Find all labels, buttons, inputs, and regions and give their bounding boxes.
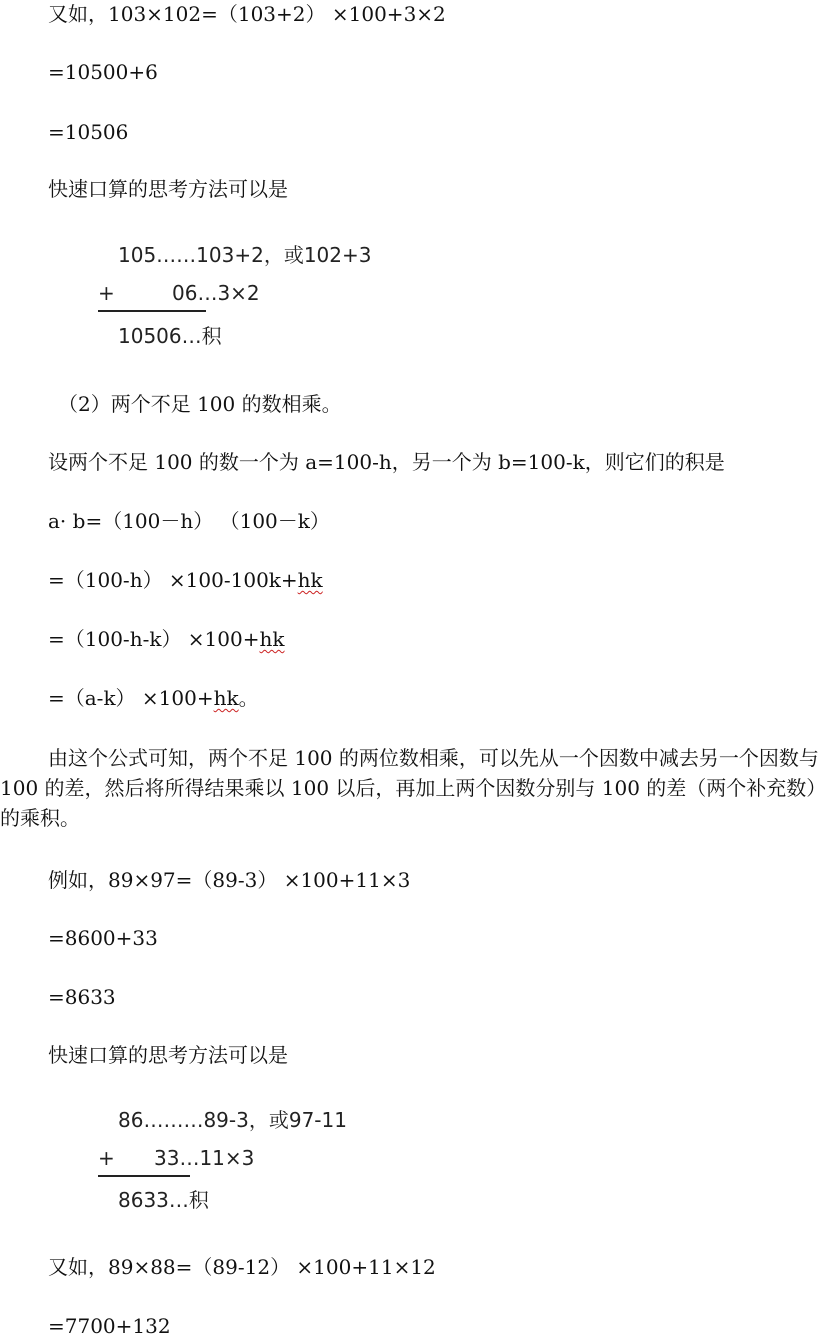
formula-line-1: a· b=（100－h） （100－k）	[48, 509, 330, 533]
calc1-row1: 105……103+2，或102+3	[118, 243, 372, 267]
calc1-row3: 10506…积	[118, 324, 222, 348]
example-2-line-2: =8600+33	[48, 926, 158, 950]
method-heading-1: 快速口算的思考方法可以是	[48, 177, 288, 201]
formula-line-3-hk: hk	[259, 627, 285, 651]
calc1-row2: 06…3×2	[172, 281, 260, 305]
formula-line-3-text: =（100-h-k） ×100+	[48, 627, 260, 651]
example-line-3: =10506	[48, 120, 129, 144]
explanation-paragraph: 由这个公式可知，两个不足 100 的两位数相乘，可以先从一个因数中减去另一个因数与 100 的差，然后将所得结果乘以 100 以后，再加上两个因数分别与 100 的差（两个补充数）的乘积。	[0, 746, 827, 830]
section-heading-2: （2）两个不足 100 的数相乘。	[58, 392, 342, 416]
definition-line: 设两个不足 100 的数一个为 a=100-h，另一个为 b=100-k，则它们的积是	[48, 450, 725, 474]
example-2-line-3: =8633	[48, 985, 116, 1009]
example-2-line-1: 例如，89×97=（89-3） ×100+11×3	[48, 868, 411, 892]
calc2-plus: +	[98, 1146, 115, 1170]
calc1-plus: +	[98, 281, 115, 305]
formula-line-4-hk: hk	[213, 686, 239, 710]
formula-line-4-text: =（a-k） ×100+	[48, 686, 214, 710]
example-line-2: =10500+6	[48, 60, 158, 84]
formula-line-4-end: 。	[238, 686, 259, 710]
method-heading-2: 快速口算的思考方法可以是	[48, 1043, 288, 1067]
calc1-rule	[98, 310, 206, 312]
calc2-row3: 8633…积	[118, 1188, 209, 1212]
formula-line-2-hk: hk	[297, 568, 323, 592]
calc2-row1: 86………89-3，或97-11	[118, 1108, 347, 1132]
formula-line-2	[48, 568, 323, 592]
formula-line-2-text: =（100-h） ×100-100k+	[48, 568, 298, 592]
calc2-rule	[98, 1175, 190, 1177]
example-line-1: 又如，103×102=（103+2） ×100+3×2	[48, 2, 446, 26]
example-3-line-1: 又如，89×88=（89-12） ×100+11×12	[48, 1255, 436, 1279]
formula-line-4	[48, 686, 259, 710]
calc2-row2: 33…11×3	[154, 1146, 255, 1170]
formula-line-3	[48, 627, 285, 651]
example-3-line-2: =7700+132	[48, 1314, 171, 1338]
